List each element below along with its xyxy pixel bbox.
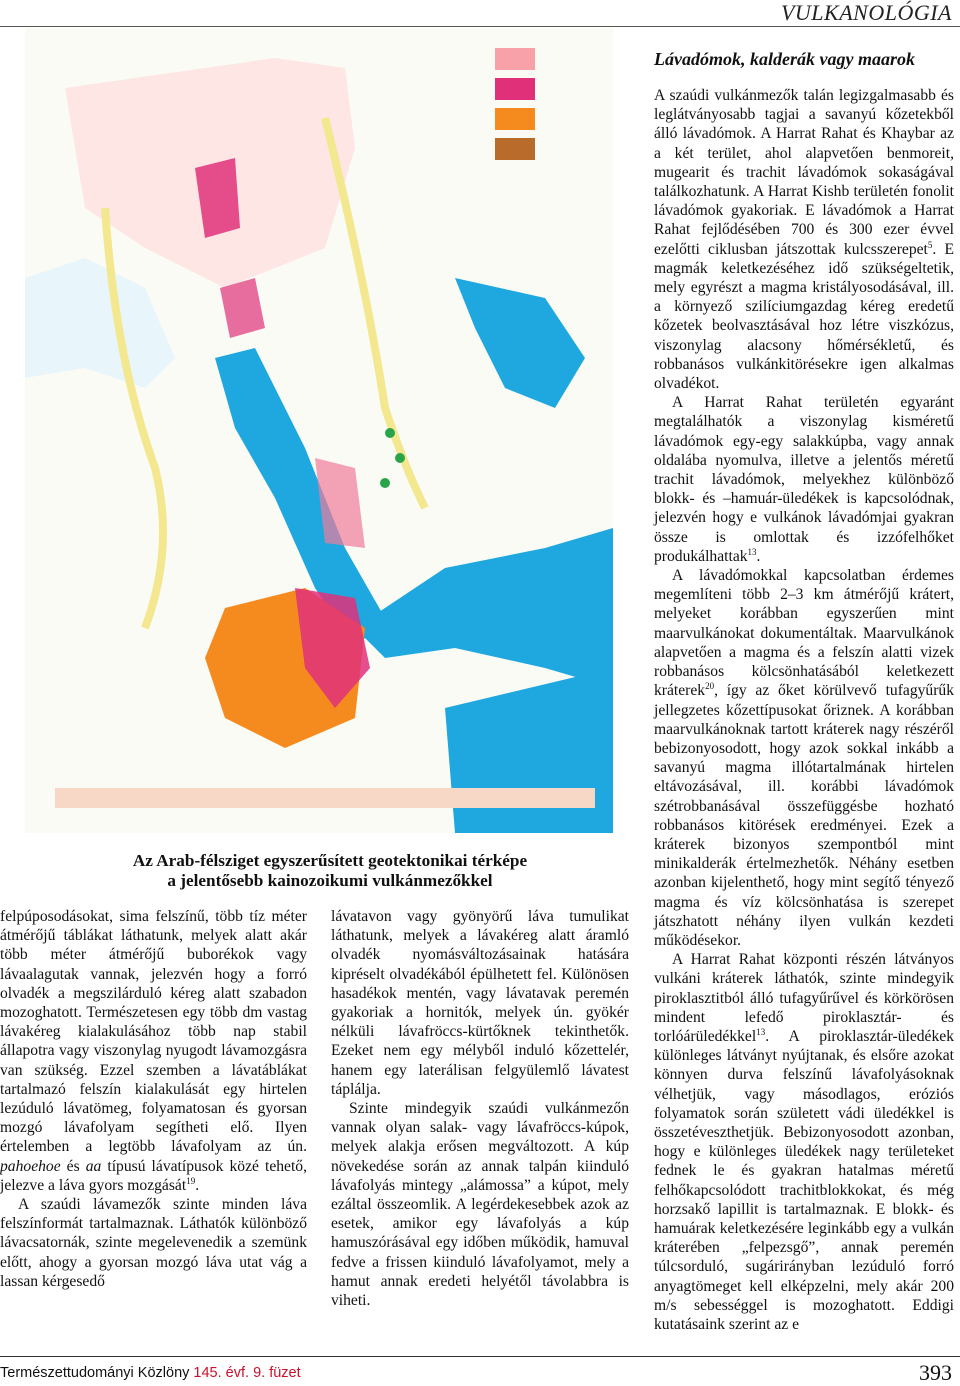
reference-19: 19 <box>186 1175 196 1186</box>
running-header: VULKANOLÓGIA <box>780 0 952 25</box>
map-bottom-band <box>55 788 595 808</box>
column-2 <box>331 907 629 1310</box>
legend-swatch-4 <box>495 138 535 160</box>
journal-name: Természettudományi Közlöny <box>0 1365 194 1381</box>
col3-p2-end: . <box>756 547 761 565</box>
col3-paragraph-1 <box>654 86 954 393</box>
caption-line-2: a jelentősebb kainozoikumi vulkánmezőkkel <box>167 871 493 890</box>
col1-paragraph-1 <box>0 907 307 1195</box>
col3-p3-text: A lávadómokkal kapcsolatban érdemes megemlíteni több 2–3 km átmérőjű krátert, melyeket korábban egyszerűen mint maarvulkánokat dokumentáltak. Maarvulkánok alapvetően a magma és a felszín alatti vizek robbanásos kölcsönhatásából keletkezett kráterek <box>654 567 954 700</box>
col3-p4-end: . A piroklasztár-üledékek különleges látványt nyújtanak, és elsőre azokat könnyen durva felszínű lávafolyásoknak vélhetjük, vagy másodlagos, eróziós folyamatok során született vádi üledékkel is összetéveszthetjük. Bebizonyosodott azonban, hogy e különleges üledékek nagy területeket fednek le és gyakran hatalmas méretű felhőkapcsolódott trachitblokkokat, és még horzsakő lapillit is tartalmaznak. E blokk- és hamuárak keletkezésére leginkább egy a vulkán kráterében „felpezsgő”, annak peremén túlcsorduló, sugárirányban lezúduló forró anyagtömeget kell elképzelni, mely akár 200 m/s sebességgel is mozoghatott. Eddigi kutatásaink szerint az e <box>654 1027 954 1333</box>
section-heading: Lávadómok, kalderák vagy maarok <box>654 49 915 69</box>
col3-paragraph-2 <box>654 393 954 566</box>
legend-swatch-3 <box>495 108 535 130</box>
col3-p3-end: , így az őket körülvevő tufagyűrűk jellegzetes kőzettípusokat őriznek. A korábban maarvulkánoknak tartott kráterek nagy részéről bebizonyosodott, hogy azok sokkal inkább a savanyú magma illótartalmának hirtelen eltávozásával, ill. korábbi lávadómok szétrobbanásával összefüggésbe hozható robbanásos kitörések eredményei. Ezek a kráterek bizonyos szempontból mint minikalderák értelmezhetők. Néhány esetben azonban kijelenthető, hogy mint segítő tényező magma és víz kölcsönhatása is szerepet játszhatott néhány ilyen vulkán kezdeti működésekor. <box>654 682 954 949</box>
column-1 <box>0 907 307 1291</box>
caption-line-1: Az Arab-félsziget egyszerűsített geotektonikai térképe <box>132 851 528 870</box>
footer-journal <box>0 1365 301 1381</box>
term-pahoehoe: pahoehoe <box>0 1157 61 1175</box>
col3-p1-end: . E magmák keletkezéséhez idő szükségeltetik, mely egyrészt a magma kristályosodásával, ill. a környező szilíciumgazdag kéreg eredetű kőzetek beolvasztásával hoz létre viszkózus, viszonylag alacsony hőmérsékletű, és robbanásos vulkánkitörésekre igen alkalmas olvadékot. <box>654 240 954 393</box>
col1-p1-tail: . <box>195 1176 200 1194</box>
legend-swatch-2 <box>495 78 535 100</box>
col2-paragraph-1: lávatavon vagy gyönyörű láva tumulikat láthatunk, melyek a lávakéreg alatt áramló olvadék nyomásváltozásainak hatására kipréselt olvadékából épülhetett fel. Különösen hasadékok mentén, vagy lávatavak peremén gyakoriak a hornitók, melyek ún. gyökér nélküli lávafröccs-kürtőknek tekinthetők. Ezeket nem egy mélyből induló kőzettelér, hanem egy laterálisan felgyülemlő lávatest táplálja. <box>331 908 629 1098</box>
col1-p1-text: felpúposodásokat, sima felszínű, több tíz méter átmérőjű táblákat láthatunk, melyek alatt akár több méter átmérőjű buborékok vagy lávaalagutak vannak, jelezvén hogy a forró olvadék a megszilárduló kéreg alatt szabadon mozoghatott. Természetesen egy több dm vastag lávakéreg kialakulásához több nap stabil állapotra vagy viszonylag nyugodt lávamozgásra van szükség. Ezzel szemben a lávatáblákat tartalmazó felszín kialakulását egy hirtelen lezúduló lávatömeg, folyamatosan és gyorsan mozgó lávafolyam segítheti elő. Ilyen értelemben a legtöbb lávafolyam az ún. <box>0 908 307 1156</box>
term-aa: aa <box>85 1157 102 1175</box>
reference-20: 20 <box>705 681 715 692</box>
col1-p1-end: típusú lávatípusok közé tehető, jelezve a láva gyors mozgását <box>0 1157 307 1194</box>
header-rule <box>0 26 960 27</box>
reference-13b: 13 <box>756 1026 766 1037</box>
map-figure <box>25 28 613 833</box>
col3-paragraph-3 <box>654 566 954 950</box>
reference-5: 5 <box>927 239 933 250</box>
page-number: 393 <box>919 1360 952 1385</box>
col1-p1-mid: és <box>60 1157 86 1175</box>
figure-caption <box>30 851 630 891</box>
geotectonic-map <box>25 28 613 833</box>
col3-p2-text: A Harrat Rahat területén egyaránt megtalálhatók a viszonylag kisméretű lávadómok egy-egy salakkúpba, vagy annak oldalába nyomulva, illetve a jelentős méretű trachit lávadómok, melyekhez különböző blokk- és –hamuár-üledékek is kapcsolódnak, jelezvén hogy e vulkánok lávadómjai gyakran össze is omlottak és izzófelhőket produkálhattak <box>654 394 954 565</box>
col3-p4-text: A Harrat Rahat központi részén látványos vulkáni kráterek láthatók, szinte mindegyik piroklasztitból álló tufagyűrűvel és körkörösen mindent lefedő piroklasztár- és torlóárüledékkel <box>654 951 954 1045</box>
reference-13a: 13 <box>747 546 757 557</box>
col1-paragraph-2: A szaúdi lávamezők szinte minden láva felszínformát tartalmaznak. Láthatók különböző lávacsatornák, szinte megelevenedik a szemünk előtt, ahogy a gyorsan mozgó láva utat vág a lassan kérgesedő <box>0 1196 307 1290</box>
column-3 <box>654 86 954 1334</box>
col3-paragraph-4 <box>654 950 954 1334</box>
footer-rule <box>0 1356 960 1357</box>
legend-swatch-1 <box>495 48 535 70</box>
col2-paragraph-2: Szinte mindegyik szaúdi vulkánmezőn vannak olyan salak- vagy lávafröccs-kúpok, melyek alakja erősen megváltozott. A kúp növekedése során az annak talpán kiinduló lávafolyás mintegy „alámossa” a kúpot, mely ezáltal összeomlik. A legérdekesebbek azok az esetek, amikor egy lávafolyás a kúp hamuszórásával egy időben működik, hamuval fedve a frissen kiinduló lávafolyamot, mely a hamut annak eredeti helyétől távolabbra is viheti. <box>331 1100 629 1310</box>
col3-p1-text: A szaúdi vulkánmezők talán legizgalmasabb és leglátványosabb tagjai a savanyú kőzetekből álló lávadómok. A Harrat Rahat és Khaybar az a két terület, ahol alapvetően benmoreit, mugearit és trachit lávadómok sokaságával találkozhatunk. A Harrat Kishb területén fonolit lávadómok gyakoriak. E lávadómok a Harrat Rahat fejlődésében 700 és 300 ezer évvel ezelőtti ciklusban játszottak kulcsszerepet <box>654 87 954 258</box>
journal-volume: 145. évf. 9. füzet <box>193 1365 301 1381</box>
